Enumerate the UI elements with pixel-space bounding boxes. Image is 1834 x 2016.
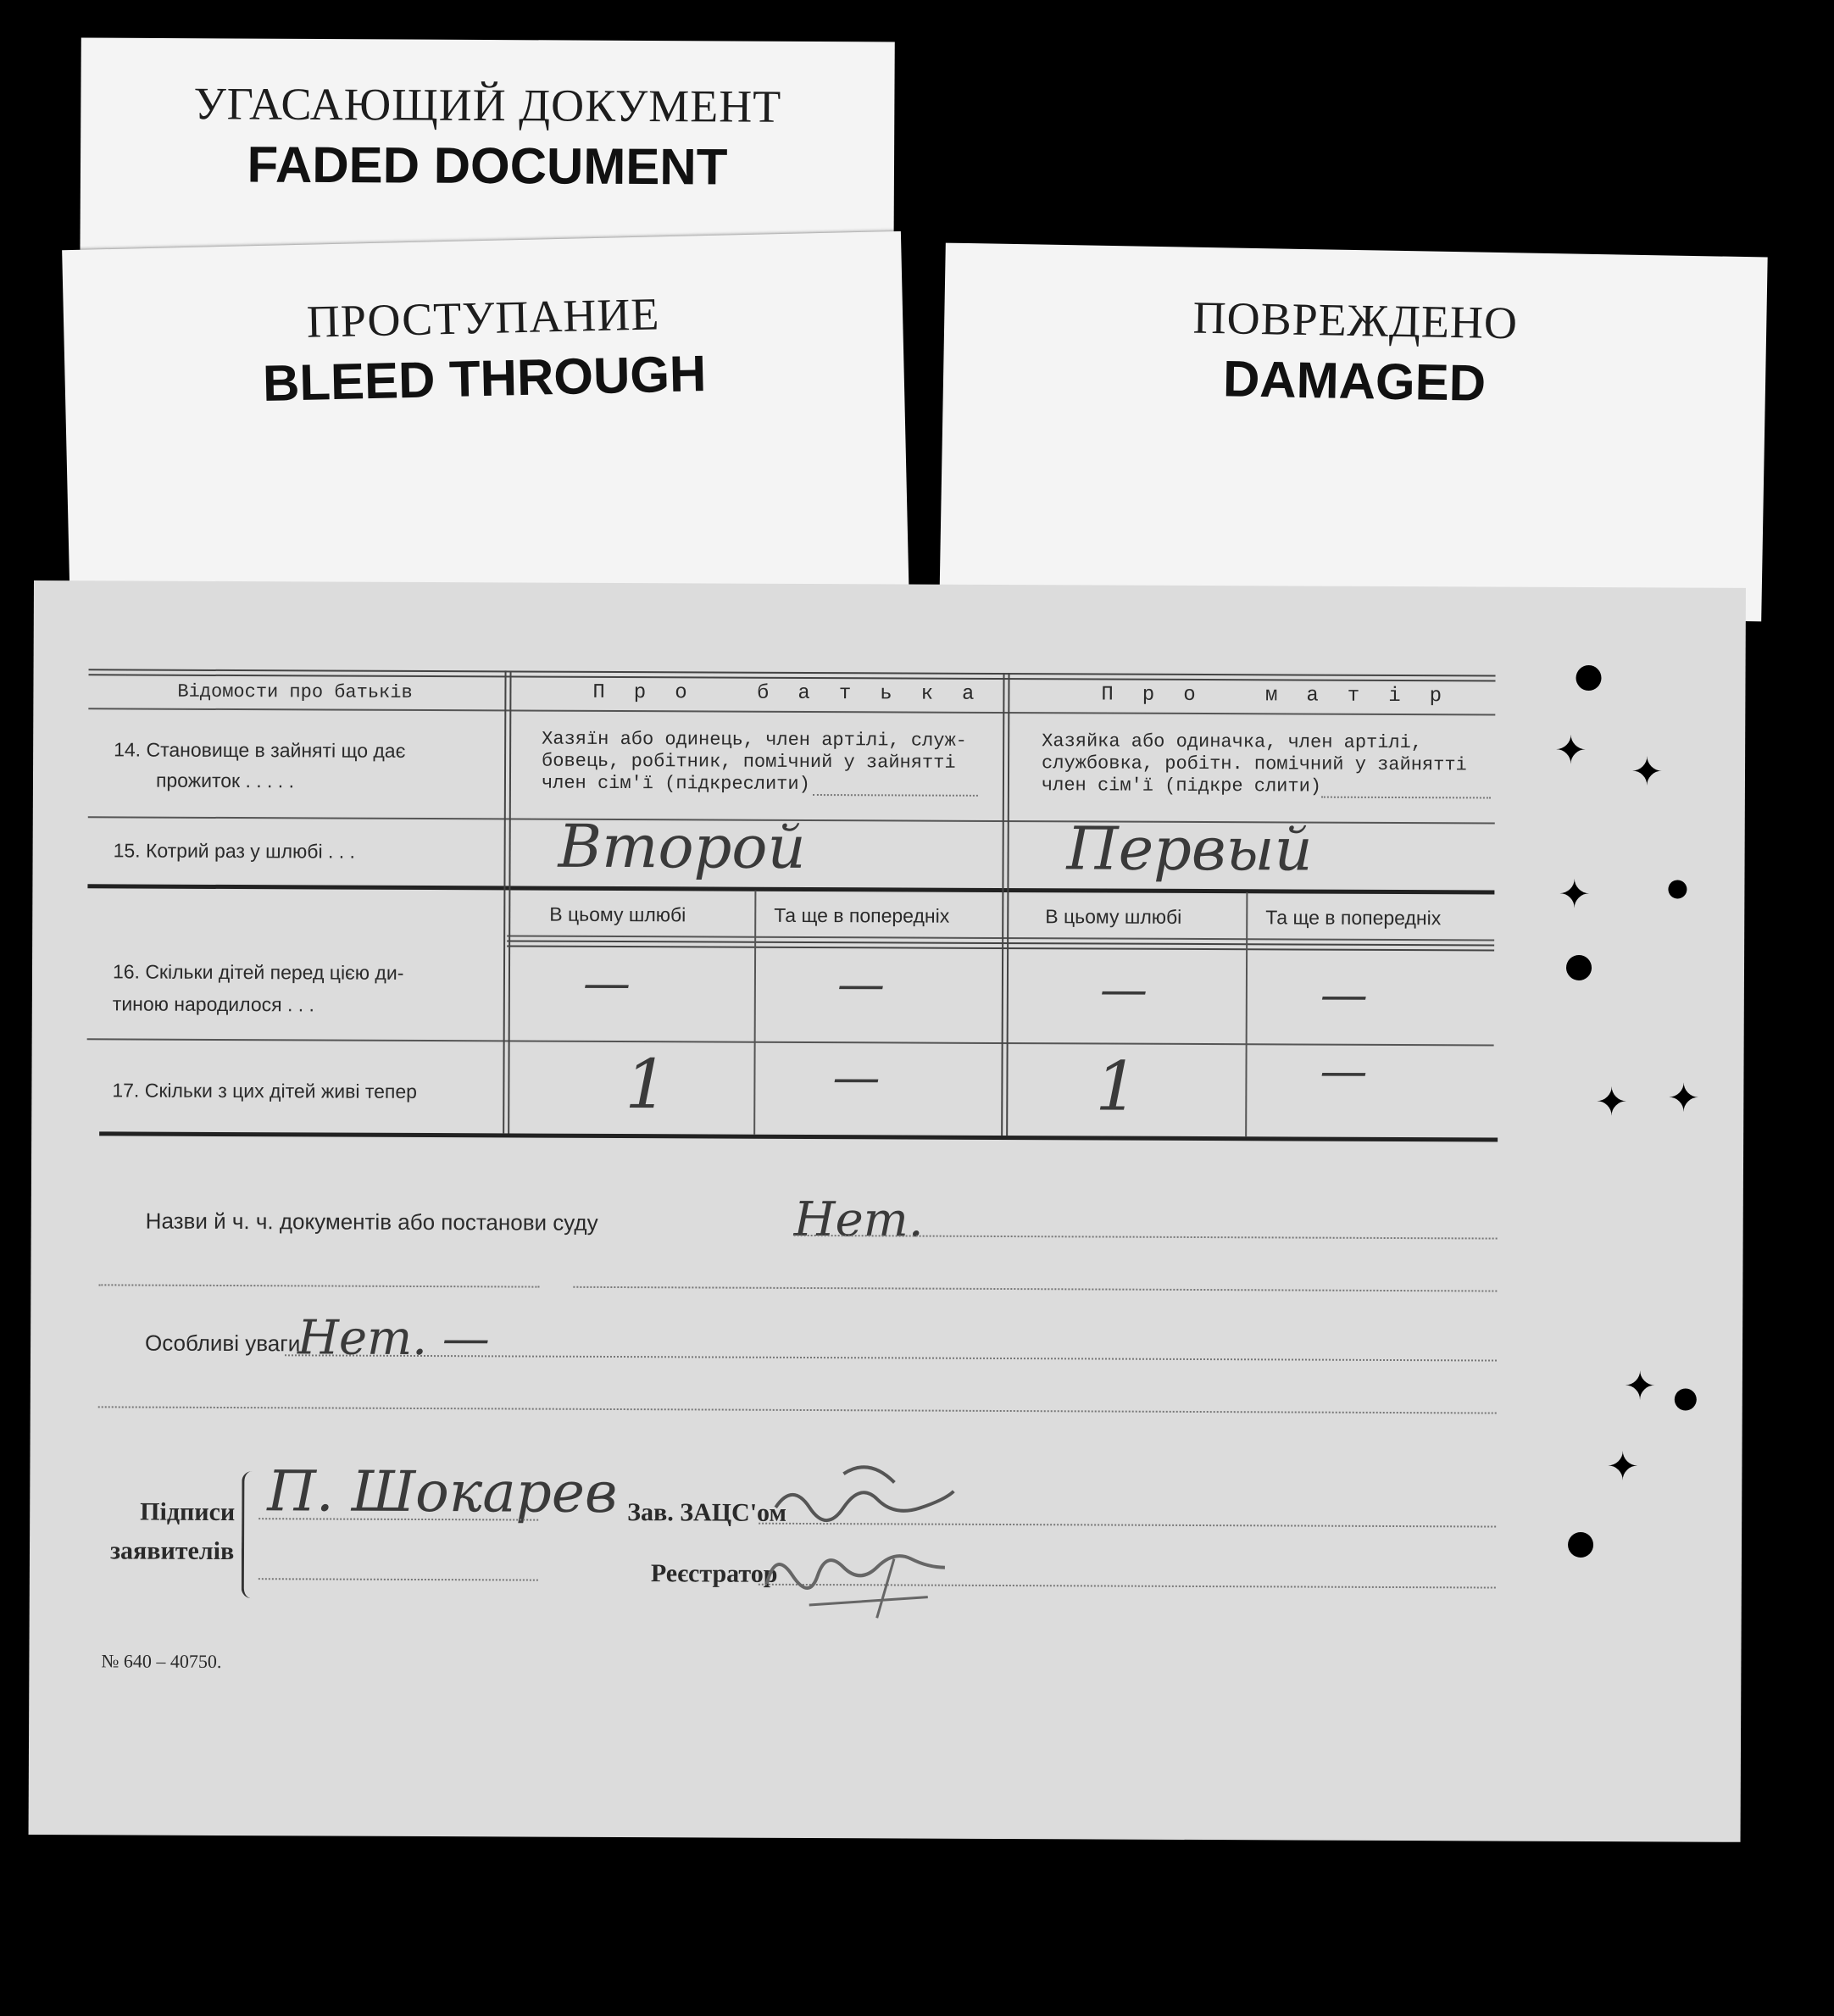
tear-mark: ✦	[1558, 870, 1592, 918]
signatures-label-line2: заявителів	[109, 1536, 235, 1566]
row16-label-line2: тиною народилося . . .	[112, 992, 315, 1016]
row17-label: 17. Скільки з цих дітей живі тепер	[112, 1079, 418, 1102]
header-mother: Про матір	[1101, 683, 1471, 708]
documents-value: Нет.	[793, 1191, 924, 1248]
row14-mother-line2: службовка, робітн. помічний у зайнятті	[1042, 753, 1467, 776]
punch-hole	[1568, 1532, 1593, 1558]
documents-label: Назви й ч. ч. документів або постанови суду	[145, 1208, 598, 1236]
row14-label-line1: 14. Становище в зайняті що дає	[114, 738, 406, 762]
row16-mother-previous: —	[1320, 967, 1369, 1023]
row16-father-previous: —	[836, 957, 886, 1013]
bleed-through-ru: ПРОСТУПАНИЕ	[306, 288, 660, 347]
row15-mother-value: Первый	[1066, 814, 1313, 885]
row16-mother-this: —	[1099, 962, 1148, 1018]
row14-mother-line1: Хазяйка або одиначка, член артілі,	[1042, 730, 1423, 754]
row17-mother-this: 1	[1095, 1047, 1139, 1126]
row14-father-line2: бовець, робітник, помічний у зайнятті	[542, 750, 956, 774]
tear-mark: ✦	[1630, 748, 1664, 795]
subheader-mother-previous: Та ще в попередніх	[1265, 906, 1442, 930]
registrar-label: Реєстратор	[650, 1559, 778, 1588]
damaged-ru: ПОВРЕЖДЕНО	[1192, 292, 1519, 349]
row17-mother-previous: —	[1320, 1043, 1368, 1099]
row14-father-line1: Хазяїн або одинець, член артілі, служ-	[542, 728, 967, 752]
subheader-father-this-marriage: В цьому шлюбі	[549, 902, 686, 926]
damaged-card	[939, 243, 1767, 622]
tear-mark: ✦	[1667, 1075, 1701, 1121]
signatures-label-line1: Підписи	[140, 1497, 236, 1527]
punch-hole	[1566, 955, 1592, 980]
row15-label: 15. Котрий раз у шлюбі . . .	[113, 839, 356, 863]
bleed-through-en: BLEED THROUGH	[262, 345, 708, 412]
official-signatures-scribble	[759, 1457, 980, 1627]
signatures-brace	[242, 1471, 260, 1598]
row14-label-line2: прожиток . . . . .	[155, 769, 295, 792]
remarks-label: Особливі уваги	[145, 1330, 301, 1357]
row17-father-previous: —	[832, 1050, 881, 1106]
damaged-en: DAMAGED	[1222, 350, 1487, 412]
form-sheet	[29, 580, 1746, 1842]
applicant-signature: П. Шокарев	[267, 1458, 618, 1526]
remarks-value: Нет. —	[297, 1310, 490, 1367]
faded-document-ru: УГАСАЮЩИЙ ДОКУМЕНТ	[193, 78, 782, 132]
header-parents-info: Відомости про батьків	[177, 680, 413, 703]
punch-hole	[1675, 1388, 1697, 1410]
punch-hole	[1668, 880, 1687, 898]
row17-father-this: 1	[625, 1045, 669, 1125]
subheader-mother-this-marriage: В цьому шлюбі	[1045, 905, 1182, 928]
row14-father-line3: член сім'ї (підкреслити)	[541, 772, 810, 795]
bleed-through-card	[62, 231, 909, 623]
row16-label-line1: 16. Скільки дітей перед цією ди-	[112, 960, 404, 984]
subheader-father-previous: Та ще в попередніх	[774, 903, 950, 927]
row16-father-this: —	[582, 955, 631, 1012]
tear-mark: ✦	[1606, 1443, 1640, 1490]
tear-mark: ✦	[1554, 726, 1587, 773]
print-number: № 640 – 40750.	[101, 1650, 222, 1672]
tear-mark: ✦	[1623, 1363, 1657, 1409]
tear-mark: ✦	[1595, 1079, 1628, 1125]
faded-document-en: FADED DOCUMENT	[247, 136, 728, 196]
header-father: Про батька	[592, 680, 1003, 706]
head-of-registry-label: Зав. ЗАЦС'ом	[627, 1498, 787, 1527]
punch-hole	[1576, 665, 1601, 691]
row14-mother-line3: член сім'ї (підкре слити)	[1041, 775, 1322, 797]
row15-father-value: Второй	[558, 811, 806, 882]
